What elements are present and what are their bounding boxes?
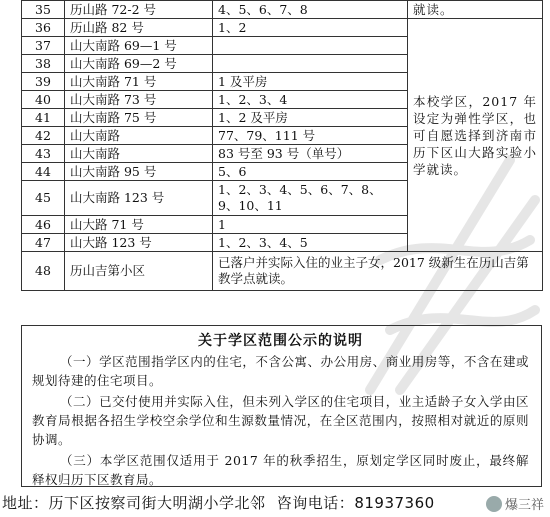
row-building-numbers: 5、6 xyxy=(213,163,408,181)
row-building-numbers: 1 及平房 xyxy=(213,73,408,91)
row-number: 44 xyxy=(22,163,65,181)
row-building-numbers: 1、2、3、4、5、6、7、8、9、10、11 xyxy=(213,181,408,216)
row-number: 38 xyxy=(22,55,65,73)
explanation-title: 关于学区范围公示的说明 xyxy=(198,333,363,349)
row-building-numbers: 1、2、3、4、5 xyxy=(213,234,408,252)
row-building-numbers xyxy=(213,55,408,73)
explanation-item-1: （一）学区范围指学区内的住宅，不含公寓、办公用房、商业用房等，不含在建或规划待建的住宅项目。 xyxy=(32,354,529,388)
footer-phone-label: 咨询电话： xyxy=(276,494,355,512)
row-building-numbers xyxy=(213,37,408,55)
row-number: 45 xyxy=(22,181,65,216)
row-address: 山大南路 69—1 号 xyxy=(65,37,213,55)
avatar-icon xyxy=(486,496,502,512)
row-number: 37 xyxy=(22,37,65,55)
row-address: 山大南路 75 号 xyxy=(65,109,213,127)
row-address: 历山路 72-2 号 xyxy=(65,1,213,19)
badge-text: 爆三祥 xyxy=(505,498,545,513)
table-row xyxy=(22,1,543,19)
note-top: 就读。 xyxy=(408,1,543,19)
footer-address: 地址：历下区按察司街大明湖小学北邻 xyxy=(2,494,266,512)
district-table xyxy=(21,0,543,291)
row-number: 35 xyxy=(22,1,65,19)
row-address: 山大南路 95 号 xyxy=(65,163,213,181)
row-number: 46 xyxy=(22,216,65,234)
row-number: 40 xyxy=(22,91,65,109)
row-address: 历山吉第小区 xyxy=(65,252,213,291)
row-number: 36 xyxy=(22,19,65,37)
row-number: 41 xyxy=(22,109,65,127)
table-row xyxy=(22,19,543,37)
row-address: 山大南路 xyxy=(65,145,213,163)
row-address: 山大路 123 号 xyxy=(65,234,213,252)
row-address: 山大南路 xyxy=(65,127,213,145)
row-number: 47 xyxy=(22,234,65,252)
footer-contact xyxy=(2,492,435,513)
explanation-item-2: （二）已交付使用并实际入住，但未列入学区的住宅项目，业主适龄子女入学由区教育局根据各招生学校空余学位和生源数量情况，在全区范围内，按照相对就近的原则协调。 xyxy=(32,394,529,447)
row-number: 43 xyxy=(22,145,65,163)
row-number: 42 xyxy=(22,127,65,145)
row-address: 山大南路 73 号 xyxy=(65,91,213,109)
row-address: 山大南路 71 号 xyxy=(65,73,213,91)
row-building-numbers: 1、2、3、4 xyxy=(213,91,408,109)
row-building-numbers: 1、2 xyxy=(213,19,408,37)
row-building-numbers: 83 号至 93 号（单号） xyxy=(213,145,408,163)
explanation-box xyxy=(21,325,542,487)
row-building-numbers: 77、79、111 号 xyxy=(213,127,408,145)
row-address: 山大路 71 号 xyxy=(65,216,213,234)
account-badge xyxy=(486,494,544,513)
row-building-numbers: 1 xyxy=(213,216,408,234)
row-building-numbers: 已落户并实际入住的业主子女，2017 级新生在历山吉第教学点就读。 xyxy=(213,252,543,291)
note-elastic-district: 本校学区，2017 年设定为弹性学区，也可自愿选择到济南市历下区山大路实验小学就读。 xyxy=(408,19,543,252)
row-address: 山大南路 123 号 xyxy=(65,181,213,216)
footer-phone: 81937360 xyxy=(354,494,435,512)
row-number: 48 xyxy=(22,252,65,291)
explanation-item-3: （三）本学区范围仅适用于 2017 年的秋季招生，原划定学区同时废止，最终解释权归历下区教育局。 xyxy=(32,453,529,487)
row-building-numbers: 1、2 及平房 xyxy=(213,109,408,127)
row-building-numbers: 4、5、6、7、8 xyxy=(213,1,408,19)
row-number: 39 xyxy=(22,73,65,91)
row-address: 历山路 82 号 xyxy=(65,19,213,37)
table-row xyxy=(22,252,543,291)
row-address: 山大南路 69—2 号 xyxy=(65,55,213,73)
